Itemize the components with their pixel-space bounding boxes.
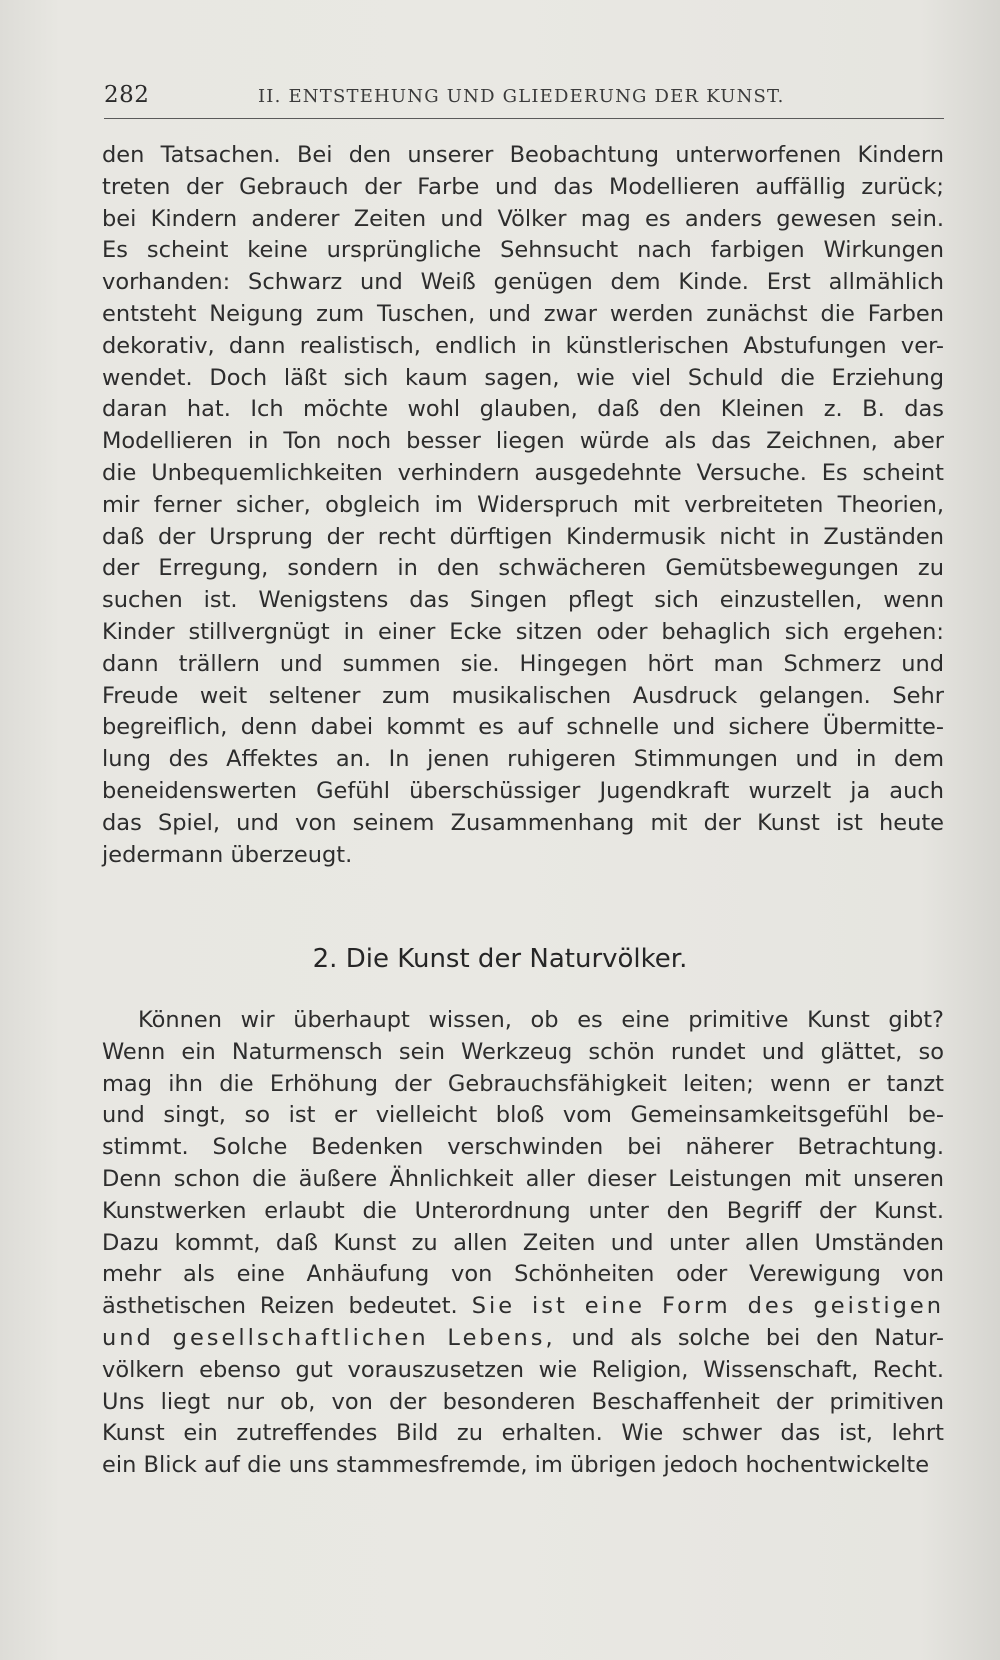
text-line: das Spiel, und von seinem Zusammenhang mit der Kunst ist heute	[102, 809, 944, 836]
text-line: Modellieren in Ton noch besser liegen würde als das Zeichnen, aber	[102, 428, 944, 455]
text-line: Es scheint keine ursprüngliche Sehnsucht nach farbigen Wirkungen	[102, 237, 944, 264]
text-line: jedermann überzeugt.	[102, 841, 353, 868]
text-span: und als solche bei den Natur-	[571, 1324, 944, 1351]
emphasis-spaced-text: und gesellschaftlichen Lebens,	[102, 1324, 556, 1351]
text-line: und singt, so ist er vielleicht bloß vom Gemeinsamkeitsgefühl be-	[102, 1102, 944, 1129]
emphasis-spaced-text: Sie ist eine Form des geistigen	[471, 1293, 945, 1320]
text-line: vorhanden: Schwarz und Weiß genügen dem Kinde. Erst allmählich	[102, 269, 944, 296]
text-span: ästhetischen Reizen bedeutet.	[102, 1293, 458, 1320]
text-line: völkern ebenso gut vorauszusetzen wie Religion, Wissenschaft, Recht.	[102, 1356, 944, 1383]
text-line: mag ihn die Erhöhung der Gebrauchsfähigkeit leiten; wenn er tanzt	[102, 1070, 944, 1097]
text-line: Kinder stillvergnügt in einer Ecke sitzen oder behaglich sich ergehen:	[102, 618, 944, 645]
text-line: treten der Gebrauch der Farbe und das Modellieren auffällig zurück;	[102, 173, 944, 200]
section-heading: 2. Die Kunst der Naturvölker.	[312, 944, 688, 974]
text-line: den Tatsachen. Bei den unserer Beobachtung unterworfenen Kindern	[102, 142, 944, 168]
text-line: suchen ist. Wenigstens das Singen pflegt sich einzustellen, wenn	[102, 587, 944, 614]
text-line: der Erregung, sondern in den schwächeren Gemütsbewegungen zu	[102, 555, 944, 582]
text-line: mehr als eine Anhäufung von Schönheiten oder Verewigung von	[102, 1261, 944, 1288]
text-line: ein Blick auf die uns stammesfremde, im übrigen jedoch hochentwickelte	[102, 1452, 930, 1479]
text-line: Denn schon die äußere Ähnlichkeit aller dieser Leistungen mit unseren	[102, 1165, 944, 1192]
running-head	[104, 78, 944, 119]
chapter-title: II. ENTSTEHUNG UND GLIEDERUNG DER KUNST.	[258, 86, 785, 107]
text-line: lung des Affektes an. In jenen ruhigeren Stimmungen und in dem	[102, 746, 944, 773]
page-number: 282	[104, 82, 150, 108]
text-line: mir ferner sicher, obgleich im Widerspruch mit verbreiteten Theorien,	[102, 491, 944, 518]
text-line: Dazu kommt, daß Kunst zu allen Zeiten und unter allen Umständen	[102, 1229, 944, 1256]
text-line-mixed	[102, 1323, 944, 1355]
text-line: Uns liegt nur ob, von der besonderen Beschaffenheit der primitiven	[102, 1388, 944, 1415]
text-line: daß der Ursprung der recht dürftigen Kindermusik nicht in Zuständen	[102, 523, 944, 550]
text-line: wendet. Doch läßt sich kaum sagen, wie viel Schuld die Erziehung	[102, 364, 944, 391]
paragraph-children-art	[102, 140, 944, 871]
text-line: Wenn ein Naturmensch sein Werkzeug schön rundet und glättet, so	[102, 1038, 944, 1065]
text-line: Können wir überhaupt wissen, ob es eine primitive Kunst gibt?	[138, 1007, 944, 1033]
text-line: bei Kindern anderer Zeiten und Völker mag es anders gewesen sein.	[102, 205, 944, 232]
text-line: die Unbequemlichkeiten verhindern ausgedehnte Versuche. Es scheint	[102, 459, 944, 486]
text-line: beneidenswerten Gefühl überschüssiger Jugendkraft wurzelt ja auch	[102, 777, 944, 804]
text-line: daran hat. Ich möchte wohl glauben, daß den Kleinen z. B. das	[102, 396, 944, 423]
paragraph-primitive-art	[102, 1005, 944, 1482]
text-line: Freude weit seltener zum musikalischen Ausdruck gelangen. Sehr	[102, 682, 944, 709]
text-line: Kunstwerken erlaubt die Unterordnung unter den Begriff der Kunst.	[102, 1197, 944, 1224]
text-line-mixed	[102, 1291, 944, 1323]
text-line: stimmt. Solche Bedenken verschwinden bei näherer Betrachtung.	[102, 1134, 944, 1161]
text-line: entsteht Neigung zum Tuschen, und zwar werden zunächst die Farben	[102, 300, 944, 327]
text-line: Kunst ein zutreffendes Bild zu erhalten. Wie schwer das ist, lehrt	[102, 1420, 944, 1447]
text-line: dekorativ, dann realistisch, endlich in künstlerischen Abstufungen ver-	[102, 332, 944, 359]
text-line: dann trällern und summen sie. Hingegen hört man Schmerz und	[102, 650, 944, 677]
text-line: begreiflich, denn dabei kommt es auf schnelle und sichere Übermitte-	[102, 714, 944, 741]
